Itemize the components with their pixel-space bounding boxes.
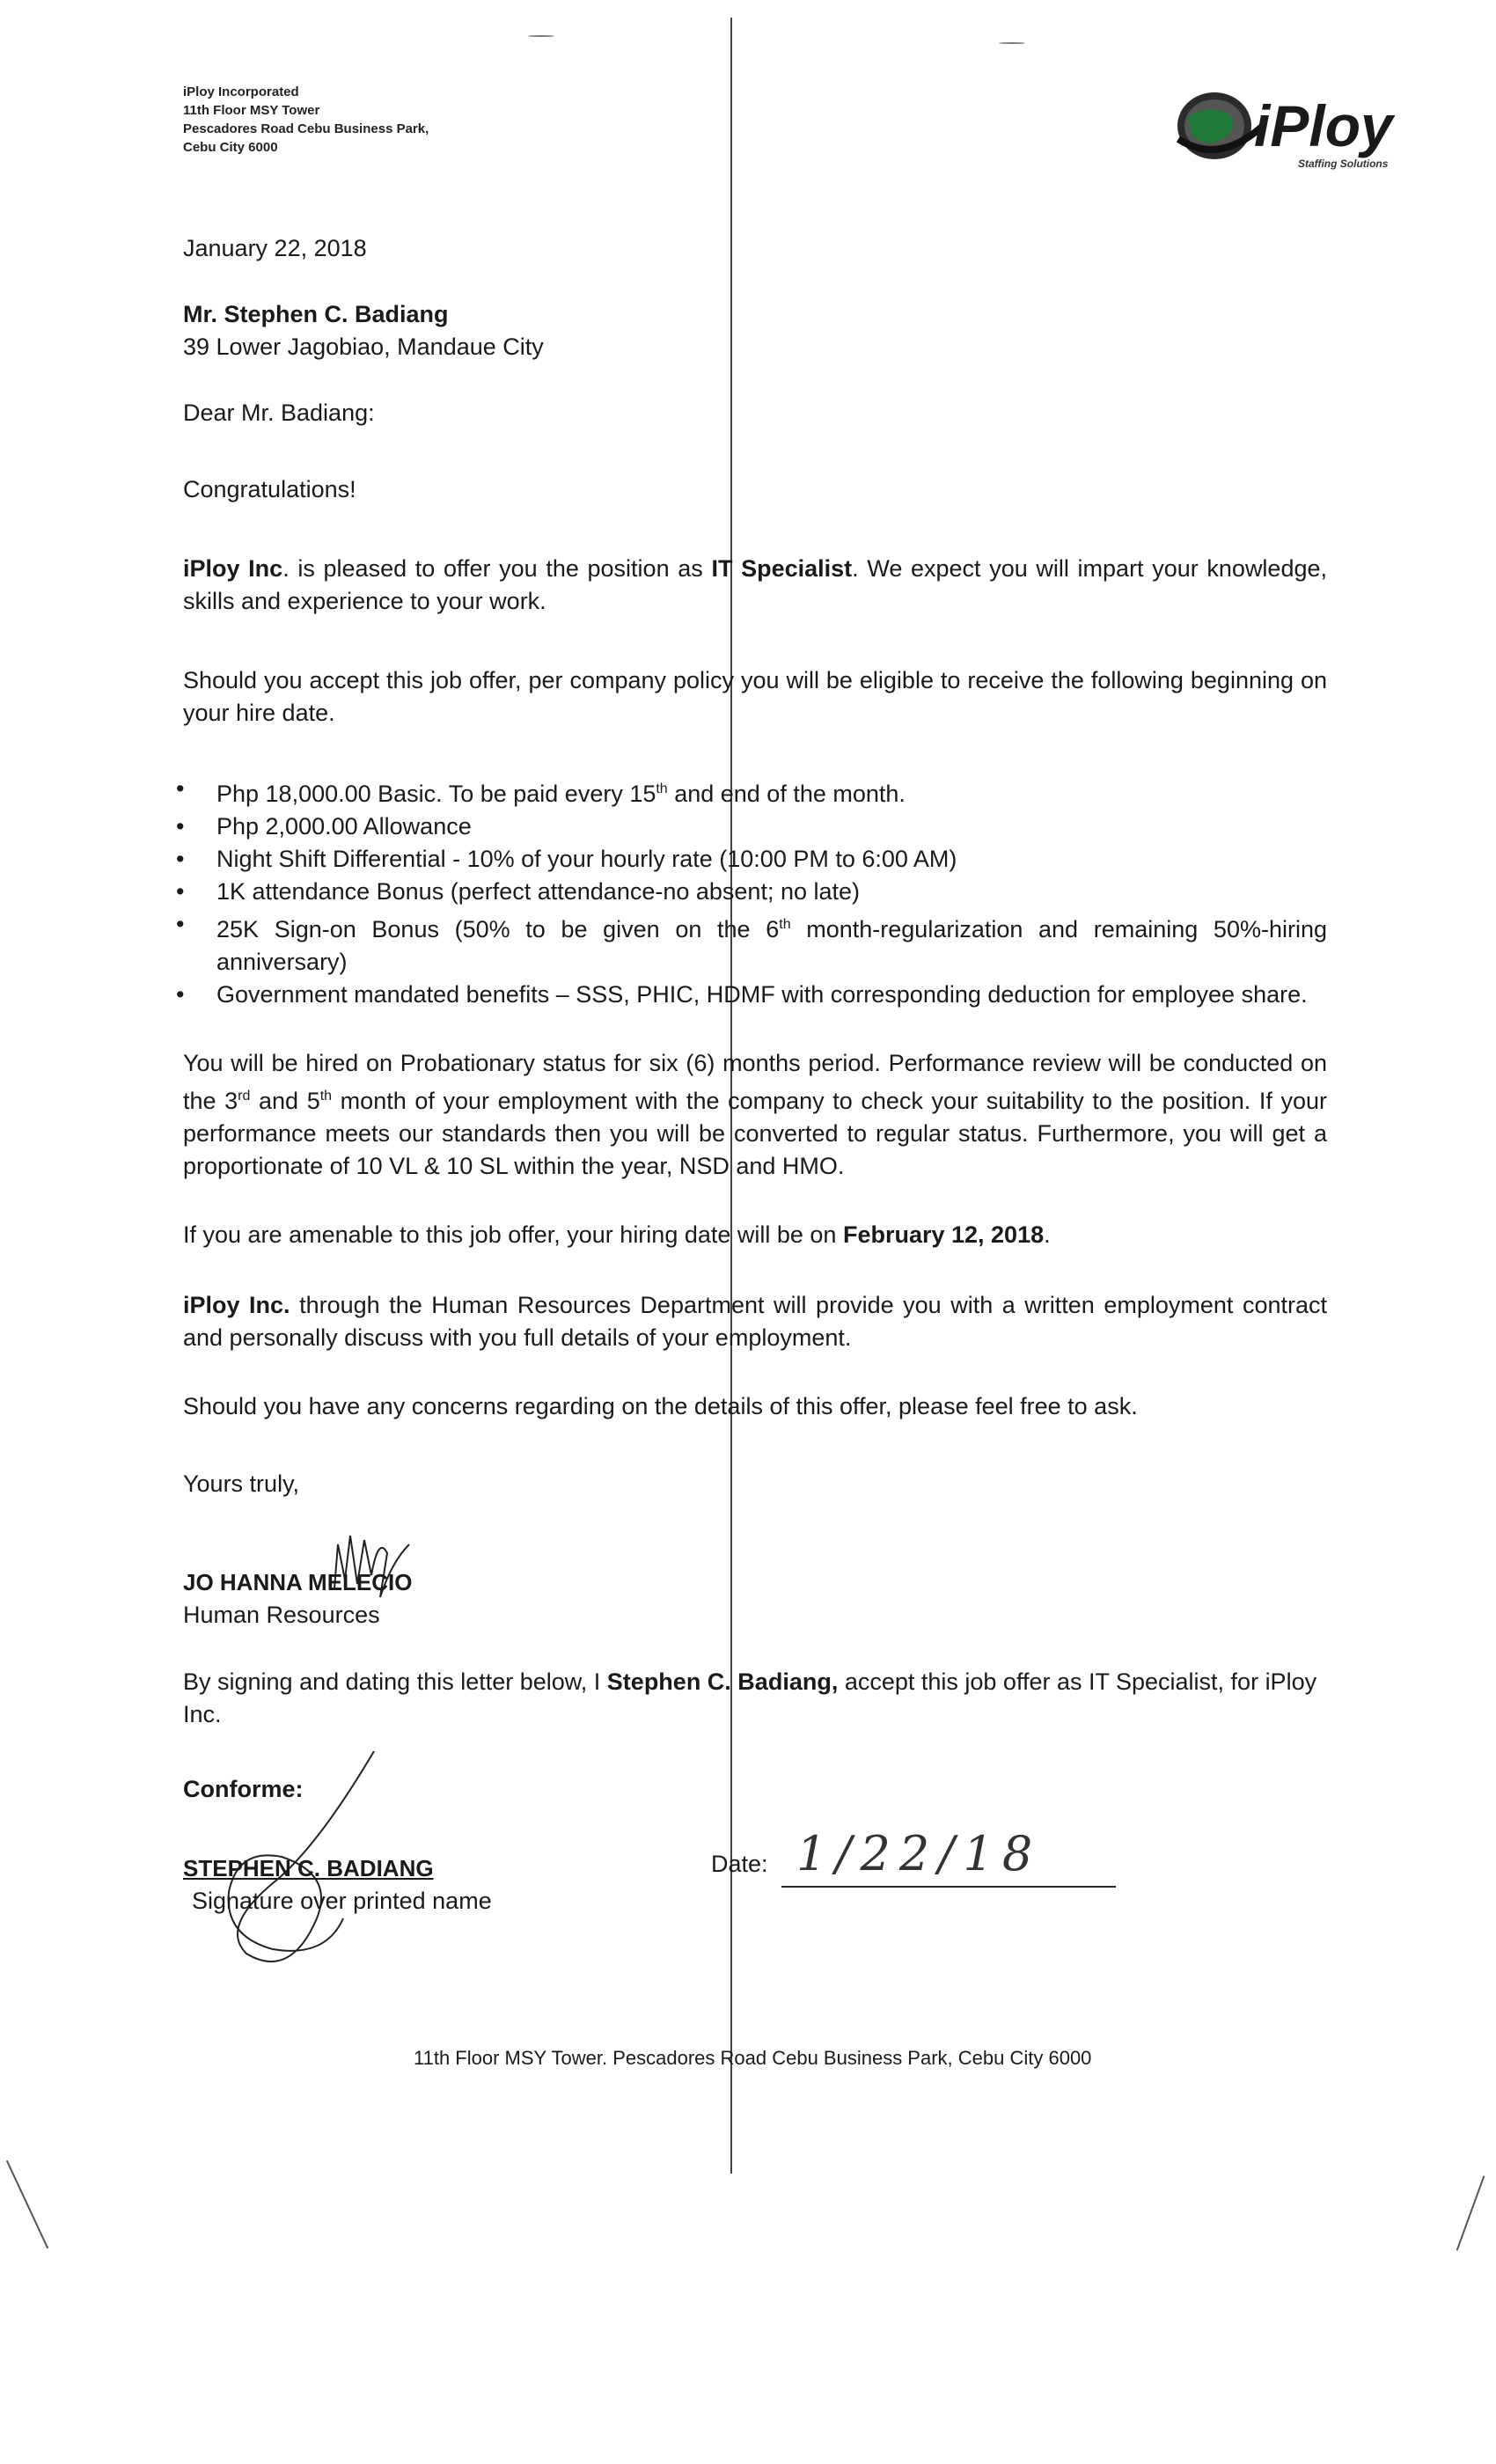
probation-text-1: You will be hired on Probationary status for six (6) months period. Performance review will be conducted on the 3: [183, 1050, 1327, 1114]
benefit-text: and end of the month.: [667, 781, 906, 807]
acceptance-text-2: accept this job offer as IT Specialist, for iPloy Inc.: [183, 1668, 1317, 1727]
scan-mark: [528, 35, 554, 37]
period: .: [1044, 1221, 1051, 1248]
salutation: Dear Mr. Badiang:: [183, 400, 375, 426]
eligibility-paragraph: Should you accept this job offer, per company policy you will be eligible to receive the following beginning on your hire date.: [183, 667, 1327, 726]
contract-paragraph: [183, 1289, 1327, 1354]
scan-mark: [999, 42, 1025, 44]
offer-text-2: . We expect you will impart your knowledge, skills and experience to your work.: [183, 555, 1328, 614]
superscript: rd: [238, 1089, 251, 1104]
signature-caption: Signature over printed name: [192, 1888, 492, 1914]
hiring-date-text: If you are amenable to this job offer, your hiring date will be on: [183, 1221, 843, 1248]
acceptance-text-1: By signing and dating this letter below, I: [183, 1668, 607, 1695]
globe-logo-icon: [1166, 77, 1412, 174]
benefit-text: Php 18,000.00 Basic. To be paid every 15: [216, 781, 656, 807]
recipient-name: Mr. Stephen C. Badiang: [183, 301, 449, 327]
conforme-label: Conforme:: [183, 1776, 304, 1802]
accepter-name-inline: Stephen C. Badiang,: [606, 1668, 839, 1695]
concerns-paragraph: Should you have any concerns regarding on the details of this offer, please feel free to ask.: [183, 1393, 1138, 1419]
company-address: [183, 83, 429, 157]
letter-date: January 22, 2018: [183, 235, 367, 261]
hiring-date-paragraph: [183, 1219, 1051, 1251]
superscript: th: [319, 1089, 333, 1104]
offer-paragraph: [183, 553, 1327, 618]
list-item: [183, 908, 1327, 979]
superscript: th: [779, 917, 791, 932]
offer-text-1: . is pleased to offer you the position as: [282, 555, 712, 582]
date-handwritten-value: 1/22/18: [796, 1826, 1042, 1881]
list-item: • Night Shift Differential - 10% of your hourly rate (10:00 PM to 6:00 AM): [183, 843, 1327, 876]
company-name: iPloy Inc: [183, 555, 283, 582]
company-name: iPloy Inc.: [183, 1292, 290, 1318]
hiring-date: February 12, 2018: [842, 1221, 1045, 1248]
date-label: Date:: [711, 1851, 768, 1877]
svg-text:iPloy: iPloy: [1254, 93, 1393, 158]
signer-name: JO HANNA MELECIO: [183, 1569, 413, 1595]
list-item: • Government mandated benefits – SSS, PHIC, HDMF with corresponding deduction for employee share.: [183, 979, 1327, 1011]
benefit-text: month-regularization and remaining 50%-hiring anniversary): [216, 916, 1328, 975]
company-logo: [1166, 77, 1412, 174]
svg-text:Staffing Solutions: Staffing Solutions: [1298, 158, 1389, 170]
benefits-list: [183, 773, 1327, 1011]
superscript: th: [656, 781, 668, 796]
accepter-block: [183, 1852, 492, 1918]
probation-text-2: and 5: [250, 1088, 320, 1114]
date-field: [711, 1851, 768, 1878]
closing: Yours truly,: [183, 1470, 300, 1497]
scan-mark: [1456, 2175, 1485, 2250]
recipient-address: 39 Lower Jagobiao, Mandaue City: [183, 334, 544, 360]
list-item: • 1K attendance Bonus (perfect attendance-no absent; no late): [183, 876, 1327, 908]
contract-text: through the Human Resources Department will provide you with a written employment contract and personally discuss with you full details of your employment.: [183, 1292, 1327, 1351]
acceptance-paragraph: [183, 1666, 1327, 1731]
date-underline: [781, 1886, 1116, 1888]
accepter-name: STEPHEN C. BADIANG: [183, 1855, 434, 1881]
signer-title: Human Resources: [183, 1602, 380, 1628]
scan-mark: [6, 2160, 48, 2249]
footer-address: 11th Floor MSY Tower. Pescadores Road Cebu Business Park, Cebu City 6000: [414, 2047, 1092, 2069]
address-line-2: 11th Floor MSY Tower: [183, 103, 320, 118]
address-line-3: Pescadores Road Cebu Business Park,: [183, 121, 429, 136]
probation-paragraph: [183, 1047, 1327, 1183]
congratulations: Congratulations!: [183, 476, 356, 502]
list-item: [183, 773, 1327, 810]
probation-text-3: month of your employment with the company to check your suitability to the position. If your performance meets our standards then you will be converted to regular status. Furthermore, you will get a proportionate of 10 VL & 10 SL within the year, NSD and HMO.: [183, 1088, 1327, 1179]
recipient-block: [183, 298, 544, 363]
address-line-1: iPloy Incorporated: [183, 84, 299, 99]
list-item: • Php 2,000.00 Allowance: [183, 810, 1327, 843]
signer-block: [183, 1566, 413, 1632]
address-line-4: Cebu City 6000: [183, 140, 278, 155]
position-title: IT Specialist: [711, 555, 853, 582]
benefit-text: 25K Sign-on Bonus (50% to be given on the 6: [216, 916, 780, 942]
